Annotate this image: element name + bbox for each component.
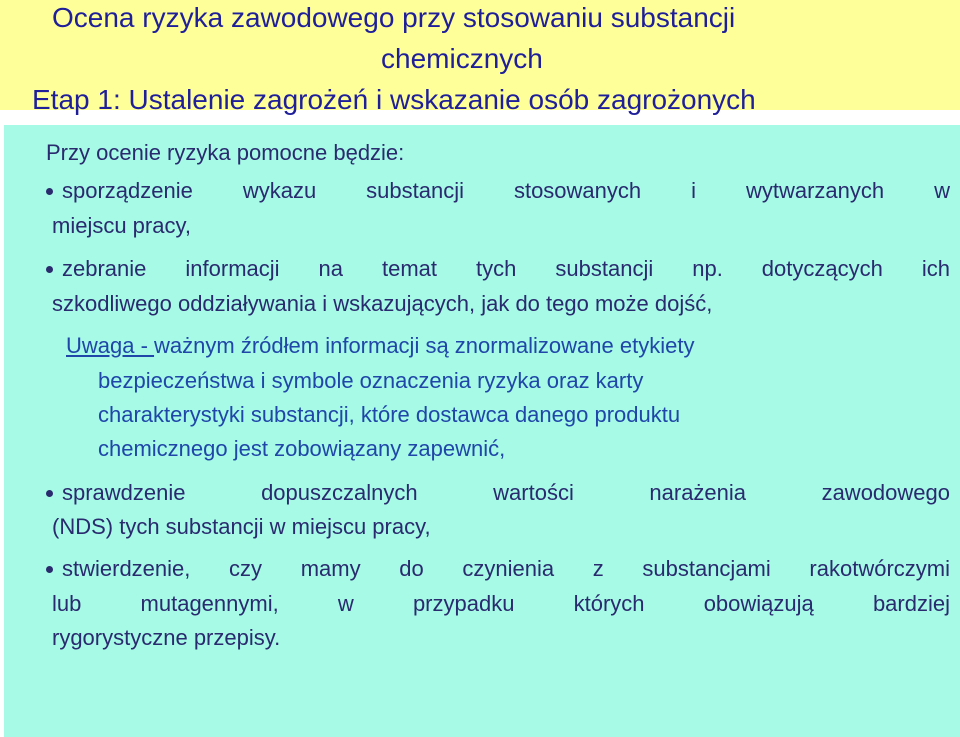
bullet-1-line-1: sporządzenie wykazu substancji stosowanych i wytwarzanych w: [62, 178, 950, 203]
note-label: Uwaga -: [66, 333, 155, 358]
title-line-2: chemicznych: [381, 43, 543, 74]
note-line-4: chemicznego jest zobowiązany zapewnić,: [98, 436, 506, 461]
bullet-2-line-1: zebranie informacji na temat tych substancji np. dotyczących ich: [62, 256, 950, 281]
intro-text: Przy ocenie ryzyka pomocne będzie:: [46, 140, 405, 165]
bullet-2-line-2: szkodliwego oddziaływania i wskazujących, jak do tego może dojść,: [52, 291, 713, 316]
bullet-1-line-2: miejscu pracy,: [52, 213, 191, 238]
note-line-1: [66, 331, 694, 361]
bullet-4-line-3: rygorystyczne przepisy.: [52, 625, 281, 650]
title-band: [0, 0, 960, 115]
bullet-dot-icon: [46, 566, 53, 573]
bullet-dot-icon: [46, 266, 53, 273]
note-line-3: charakterystyki substancji, które dostawca danego produktu: [98, 402, 681, 427]
title-line-3: Etap 1: Ustalenie zagrożeń i wskazanie osób zagrożonych: [32, 84, 756, 115]
bullet-dot-icon: [46, 188, 53, 195]
note-text-1: ważnym źródłem informacji są znormalizowane etykiety: [154, 333, 695, 358]
bullet-4-line-1: stwierdzenie, czy mamy do czynienia z substancjami rakotwórczymi: [62, 556, 950, 581]
bullet-dot-icon: [46, 490, 53, 497]
bullet-3-line-2: (NDS) tych substancji w miejscu pracy,: [52, 514, 431, 539]
title-line-1: Ocena ryzyka zawodowego przy stosowaniu substancji: [52, 2, 736, 33]
bullet-4-line-2: lub mutagennymi, w przypadku których obowiązują bardziej: [52, 591, 950, 616]
bullet-3-line-1: sprawdzenie dopuszczalnych wartości narażenia zawodowego: [62, 480, 950, 505]
note-line-2: bezpieczeństwa i symbole oznaczenia ryzyka oraz karty: [98, 368, 644, 393]
